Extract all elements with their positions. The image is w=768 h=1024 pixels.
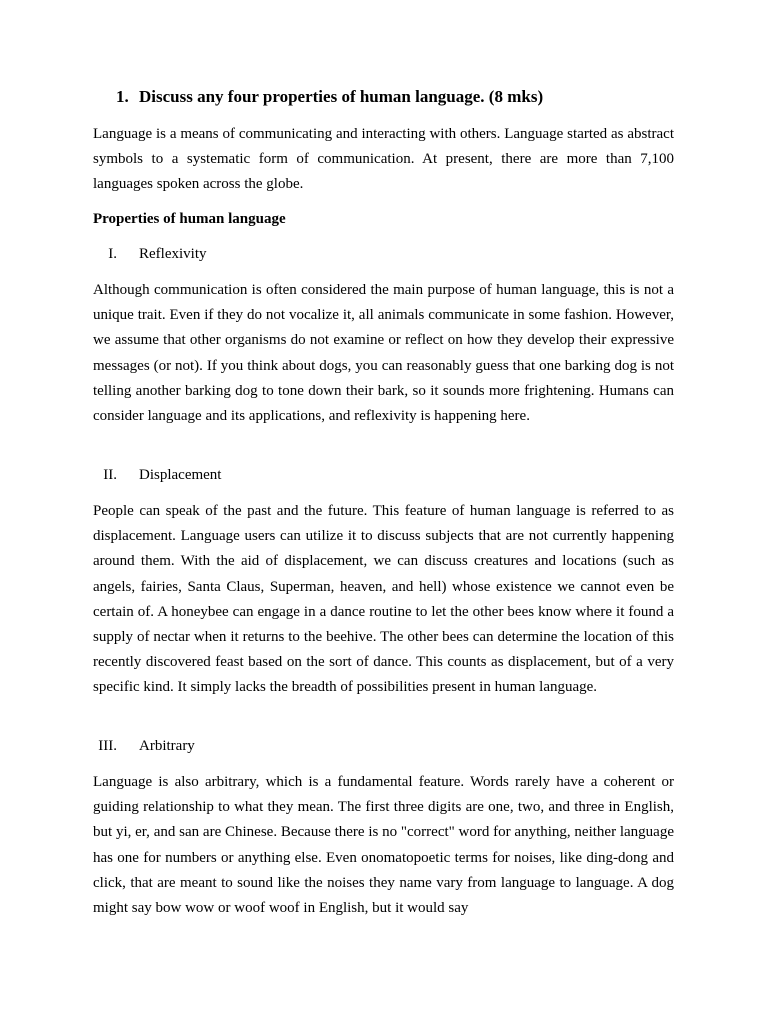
property-numeral: II. [103, 467, 117, 483]
section-heading: Properties of human language [93, 211, 286, 227]
property-body-reflexivity: Although communication is often considered the main purpose of human language, this is not a unique trait. Even if they do not vocalize it, all animals communicate in some fashion. However, we assume that other organisms do not examine or reflect on how they develop their expressive messages (or not). If you think about dogs, you can reasonably guess that one barking dog is not telling another barking dog to tone down their bark, so it sounds more frightening. Humans can consider language and its applications, and reflexivity is happening here. [93, 282, 674, 425]
question-number: 1. [116, 87, 129, 106]
intro-paragraph: Language is a means of communicating and interacting with others. Language started as abstract symbols to a systematic form of communication. At present, there are more than 7,100 languages spoken across the globe. [93, 126, 674, 193]
property-body-displacement: People can speak of the past and the future. This feature of human language is referred to as displacement. Language users can utilize it to discuss subjects that are not currently happening around them. With the aid of displacement, we can discuss creatures and locations (such as angels, fairies, Santa Claus, Superman, heaven, and hell) whose existence we cannot even be certain of. A honeybee can engage in a dance routine to let the other bees know where it found a supply of nectar when it returns to the beehive. The other bees can determine the location of this recently discovered feast based on the sort of dance. This counts as displacement, but of a very specific kind. It simply lacks the breadth of possibilities present in human language. [93, 503, 674, 696]
property-numeral: III. [98, 738, 117, 754]
question-heading [116, 87, 543, 107]
property-title: Arbitrary [139, 738, 195, 754]
question-text: Discuss any four properties of human language. (8 mks) [139, 87, 544, 106]
property-numeral: I. [108, 246, 117, 262]
property-body-arbitrary: Language is also arbitrary, which is a fundamental feature. Words rarely have a coherent or guiding relationship to what they mean. The first three digits are one, two, and three in English, but yi, er, and san are Chinese. Because there is no "correct" word for anything, neither language has one for numbers or anything else. Even onomatopoetic terms for noises, like ding-dong and click, that are meant to sound like the noises they name vary from language to language. A dog might say bow wow or woof woof in English, but it would say [93, 774, 674, 917]
property-title: Displacement [139, 467, 222, 483]
property-title: Reflexivity [139, 246, 207, 262]
